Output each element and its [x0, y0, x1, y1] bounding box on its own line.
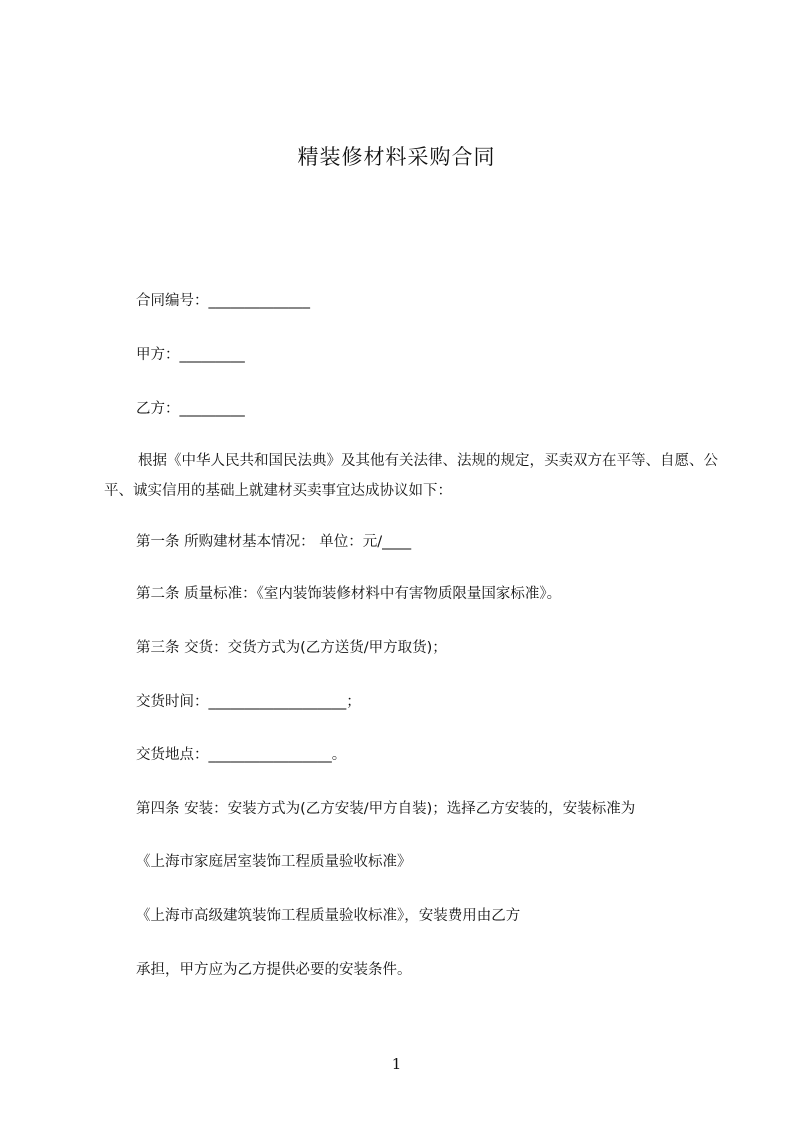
preamble-paragraph: 根据《中华人民共和国民法典》及其他有关法律、法规的规定，买卖双方在平等、自愿、公平、诚实信用的基础上就建材买卖事宜达成协议如下：	[104, 453, 718, 499]
article-4: 第四条 安装：安装方式为(乙方安装/甲方自装)；选择乙方安装的，安装标准为	[136, 801, 636, 817]
standard-1-line: 《上海市家庭居室装饰工程质量验收标准》	[136, 854, 412, 870]
article-1: 第一条 所购建材基本情况： 单位：元/____	[136, 534, 412, 550]
document-title: 精装修材料采购合同	[297, 145, 496, 169]
party-b-line: 乙方：_________	[136, 401, 245, 417]
delivery-place-line: 交货地点：_________________。	[136, 747, 347, 763]
contract-number-line: 合同编号：______________	[136, 293, 310, 309]
delivery-time-line: 交货时间：___________________；	[136, 694, 361, 710]
party-a-line: 甲方：_________	[136, 347, 245, 363]
page-number: 1	[391, 1055, 402, 1073]
article-2: 第二条 质量标准：《室内装饰装修材料中有害物质限量国家标准》。	[136, 586, 562, 602]
article-3: 第三条 交货：交货方式为(乙方送货/甲方取货)；	[136, 640, 447, 656]
article-4-end-line: 承担，甲方应为乙方提供必要的安装条件。	[136, 962, 412, 978]
standard-2-line: 《上海市高级建筑装饰工程质量验收标准》，安装费用由乙方	[136, 908, 521, 924]
